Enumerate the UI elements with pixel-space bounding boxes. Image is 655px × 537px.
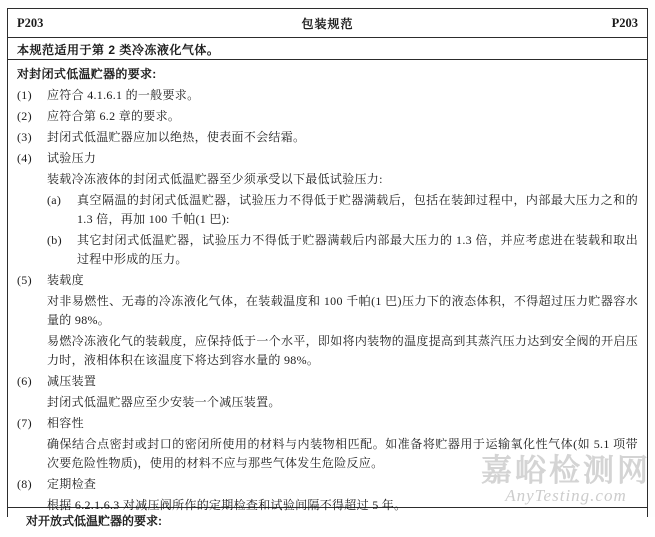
subitem-text: 真空隔温的封闭式低温贮器，试验压力不得低于贮器满载后，包括在装卸过程中，内部最大压力之和的 1.3 倍，再加 100 千帕(1 巴):: [77, 193, 638, 226]
item-text: 应符合 4.1.6.1 的一般要求。: [47, 88, 200, 102]
subitem-b: [47, 231, 638, 269]
list-item-3: [17, 128, 638, 147]
item-number: (8): [17, 477, 32, 491]
item-title: 装载度: [47, 273, 84, 287]
item-7-paragraph-1: 确保结合点密封或封口的密闭所使用的材料与内装物相匹配。如准备将贮器用于运输氧化性气体(如 5.1 项带次要危险性物质)，使用的材料不应与那些气体发生危险反应。: [47, 437, 638, 470]
table-header-row: [8, 9, 647, 38]
subitem-text: 其它封闭式低温贮器，试验压力不得低于贮器满载后内部最大压力的 1.3 倍，并应考虑进在装载和取出过程中形成的压力。: [77, 233, 638, 266]
item-title: 定期检查: [47, 477, 97, 491]
section-title: 对封闭式低温贮器的要求:: [17, 67, 157, 81]
item-text: 封闭式低温贮器应加以绝热，使表面不会结霜。: [47, 130, 306, 144]
subitem-number: (b): [47, 233, 62, 247]
item-text: 应符合第 6.2 章的要求。: [47, 109, 181, 123]
item-number: (3): [17, 130, 32, 144]
subitem-number: (a): [47, 193, 62, 207]
page-title: 包装规范: [301, 16, 354, 31]
list-item-7: [17, 414, 638, 433]
item-title: 相容性: [47, 416, 84, 430]
header-code-right: P203: [611, 15, 638, 30]
item-4-lead-paragraph: 装载冷冻液体的封闭式低温贮器至少须承受以下最低试验压力:: [47, 172, 383, 186]
item-8-paragraph-1: 根据 6.2.1.6.3 对减压阀所作的定期检查和试验间隔不得超过 5 年。: [47, 498, 407, 512]
list-item-5: [17, 271, 638, 290]
header-code-left: P203: [17, 15, 44, 30]
item-number: (2): [17, 109, 32, 123]
item-number: (4): [17, 151, 32, 165]
list-item-1: [17, 86, 638, 105]
item-5-paragraph-1: 对非易燃性、无毒的冷冻液化气体，在装载温度和 100 千帕(1 巴)压力下的液态体积，不得超过压力贮器容水量的 98%。: [47, 294, 638, 327]
item-number: (6): [17, 374, 32, 388]
list-item-8: [17, 475, 638, 494]
item-6-paragraph-1: 封闭式低温贮器应至少安装一个减压装置。: [47, 395, 281, 409]
item-number: (7): [17, 416, 32, 430]
item-title: 减压装置: [47, 374, 97, 388]
scope-row: 本规范适用于第 2 类冷冻液化气体。: [8, 38, 647, 60]
item-5-paragraph-2: 易燃冷冻液化气的装载度，应保持低于一个水平，即如将内装物的温度提高到其蒸汽压力达到安全阀的开启压力时，液相体积在该温度下将达到容水量的 98%。: [47, 334, 638, 367]
item-number: (5): [17, 273, 32, 287]
list-item-4: [17, 149, 638, 168]
next-section-title-clipped: 对开放式低温贮器的要求:: [26, 514, 162, 528]
item-title: 试验压力: [47, 151, 97, 165]
watermark-site-name: 嘉峪检测网: [481, 453, 651, 488]
item-number: (1): [17, 88, 32, 102]
requirements-body: [8, 60, 647, 512]
watermark-domain: AnyTesting.com: [505, 486, 627, 505]
list-item-2: [17, 107, 638, 126]
packing-instruction-table: [7, 8, 648, 528]
list-item-6: [17, 372, 638, 391]
subitem-a: [47, 191, 638, 229]
